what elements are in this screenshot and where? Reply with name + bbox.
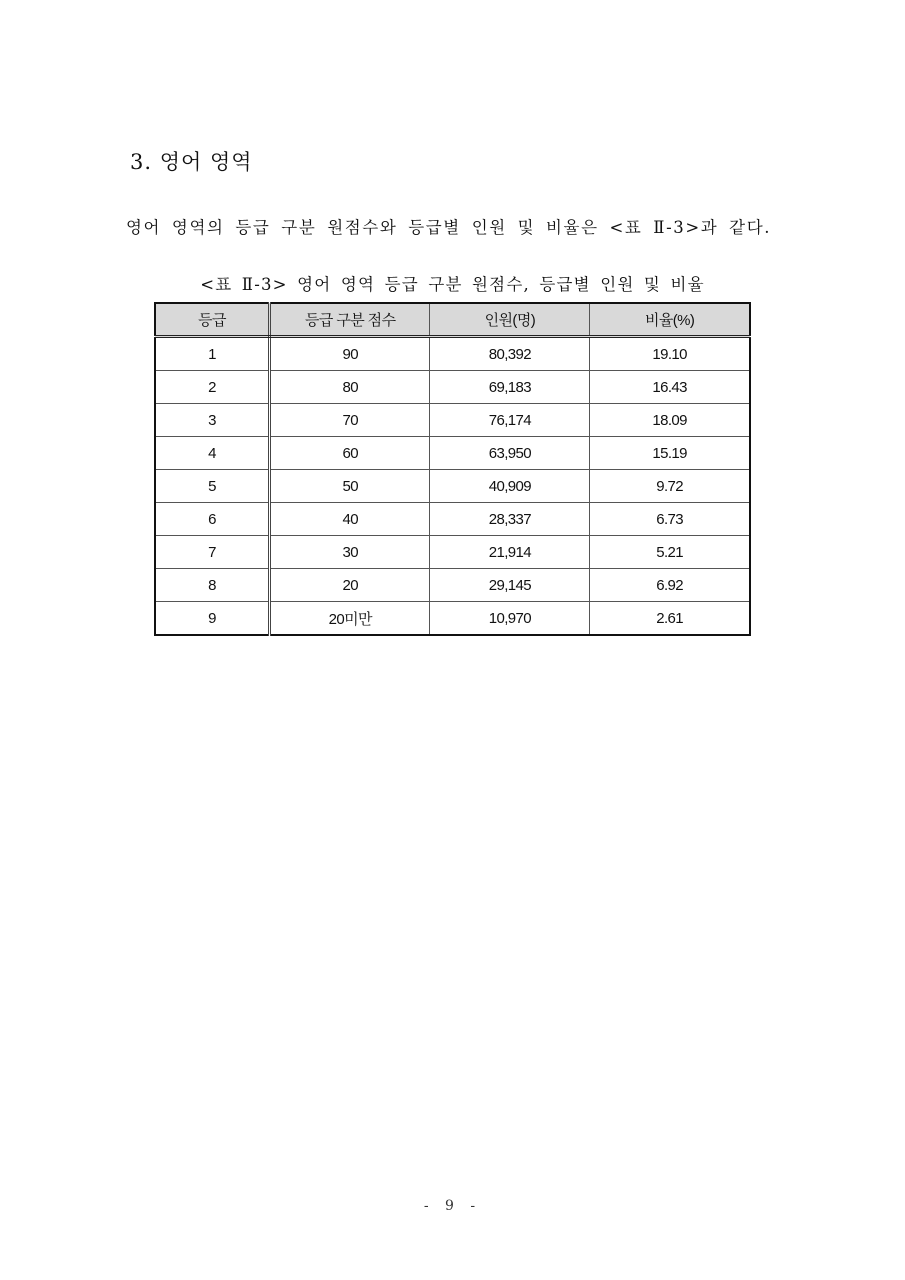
page-number: - 9 - [423, 1198, 482, 1214]
header-grade: 등급 [155, 303, 269, 337]
cell-ratio: 6.92 [590, 569, 750, 602]
table-caption: <표 Ⅱ-3> 영어 영역 등급 구분 원점수, 등급별 인원 및 비율 [200, 275, 705, 294]
table-row [155, 503, 750, 536]
cell-count: 40,909 [430, 470, 590, 503]
cell-ratio: 15.19 [590, 437, 750, 470]
cell-count: 28,337 [430, 503, 590, 536]
cell-ratio: 2.61 [590, 602, 750, 636]
cell-grade: 4 [155, 437, 269, 470]
cell-ratio: 16.43 [590, 371, 750, 404]
cell-ratio: 9.72 [590, 470, 750, 503]
grade-table [154, 302, 751, 636]
cell-cutoff-score: 60 [269, 437, 430, 470]
cell-cutoff-score: 90 [269, 337, 430, 371]
cell-grade: 2 [155, 371, 269, 404]
table-row [155, 404, 750, 437]
cell-cutoff-score: 80 [269, 371, 430, 404]
table-body [155, 337, 750, 636]
cell-count: 63,950 [430, 437, 590, 470]
cell-cutoff-score: 30 [269, 536, 430, 569]
cell-grade: 9 [155, 602, 269, 636]
table-row [155, 536, 750, 569]
cell-grade: 5 [155, 470, 269, 503]
cell-cutoff-score: 50 [269, 470, 430, 503]
table-row [155, 602, 750, 636]
cell-cutoff-score: 20 [269, 569, 430, 602]
table-row [155, 337, 750, 371]
cell-cutoff-score: 20미만 [269, 602, 430, 636]
cell-count: 80,392 [430, 337, 590, 371]
cell-count: 29,145 [430, 569, 590, 602]
cell-cutoff-score: 70 [269, 404, 430, 437]
table-header-row [155, 303, 750, 337]
section-title: 3. 영어 영역 [130, 150, 253, 174]
cell-grade: 3 [155, 404, 269, 437]
intro-paragraph: 영어 영역의 등급 구분 원점수와 등급별 인원 및 비율은 <표 Ⅱ-3>과 같다. [126, 218, 772, 237]
table-row [155, 470, 750, 503]
cell-count: 76,174 [430, 404, 590, 437]
header-ratio: 비율(%) [590, 303, 750, 337]
cell-ratio: 6.73 [590, 503, 750, 536]
cell-ratio: 18.09 [590, 404, 750, 437]
cell-ratio: 19.10 [590, 337, 750, 371]
table-row [155, 371, 750, 404]
cell-grade: 8 [155, 569, 269, 602]
header-count: 인원(명) [430, 303, 590, 337]
table-row [155, 437, 750, 470]
header-cutoff-score: 등급 구분 점수 [269, 303, 430, 337]
table-row [155, 569, 750, 602]
table-header [155, 303, 750, 337]
cell-count: 69,183 [430, 371, 590, 404]
cell-grade: 7 [155, 536, 269, 569]
cell-grade: 6 [155, 503, 269, 536]
cell-grade: 1 [155, 337, 269, 371]
cell-ratio: 5.21 [590, 536, 750, 569]
cell-count: 21,914 [430, 536, 590, 569]
cell-cutoff-score: 40 [269, 503, 430, 536]
cell-count: 10,970 [430, 602, 590, 636]
